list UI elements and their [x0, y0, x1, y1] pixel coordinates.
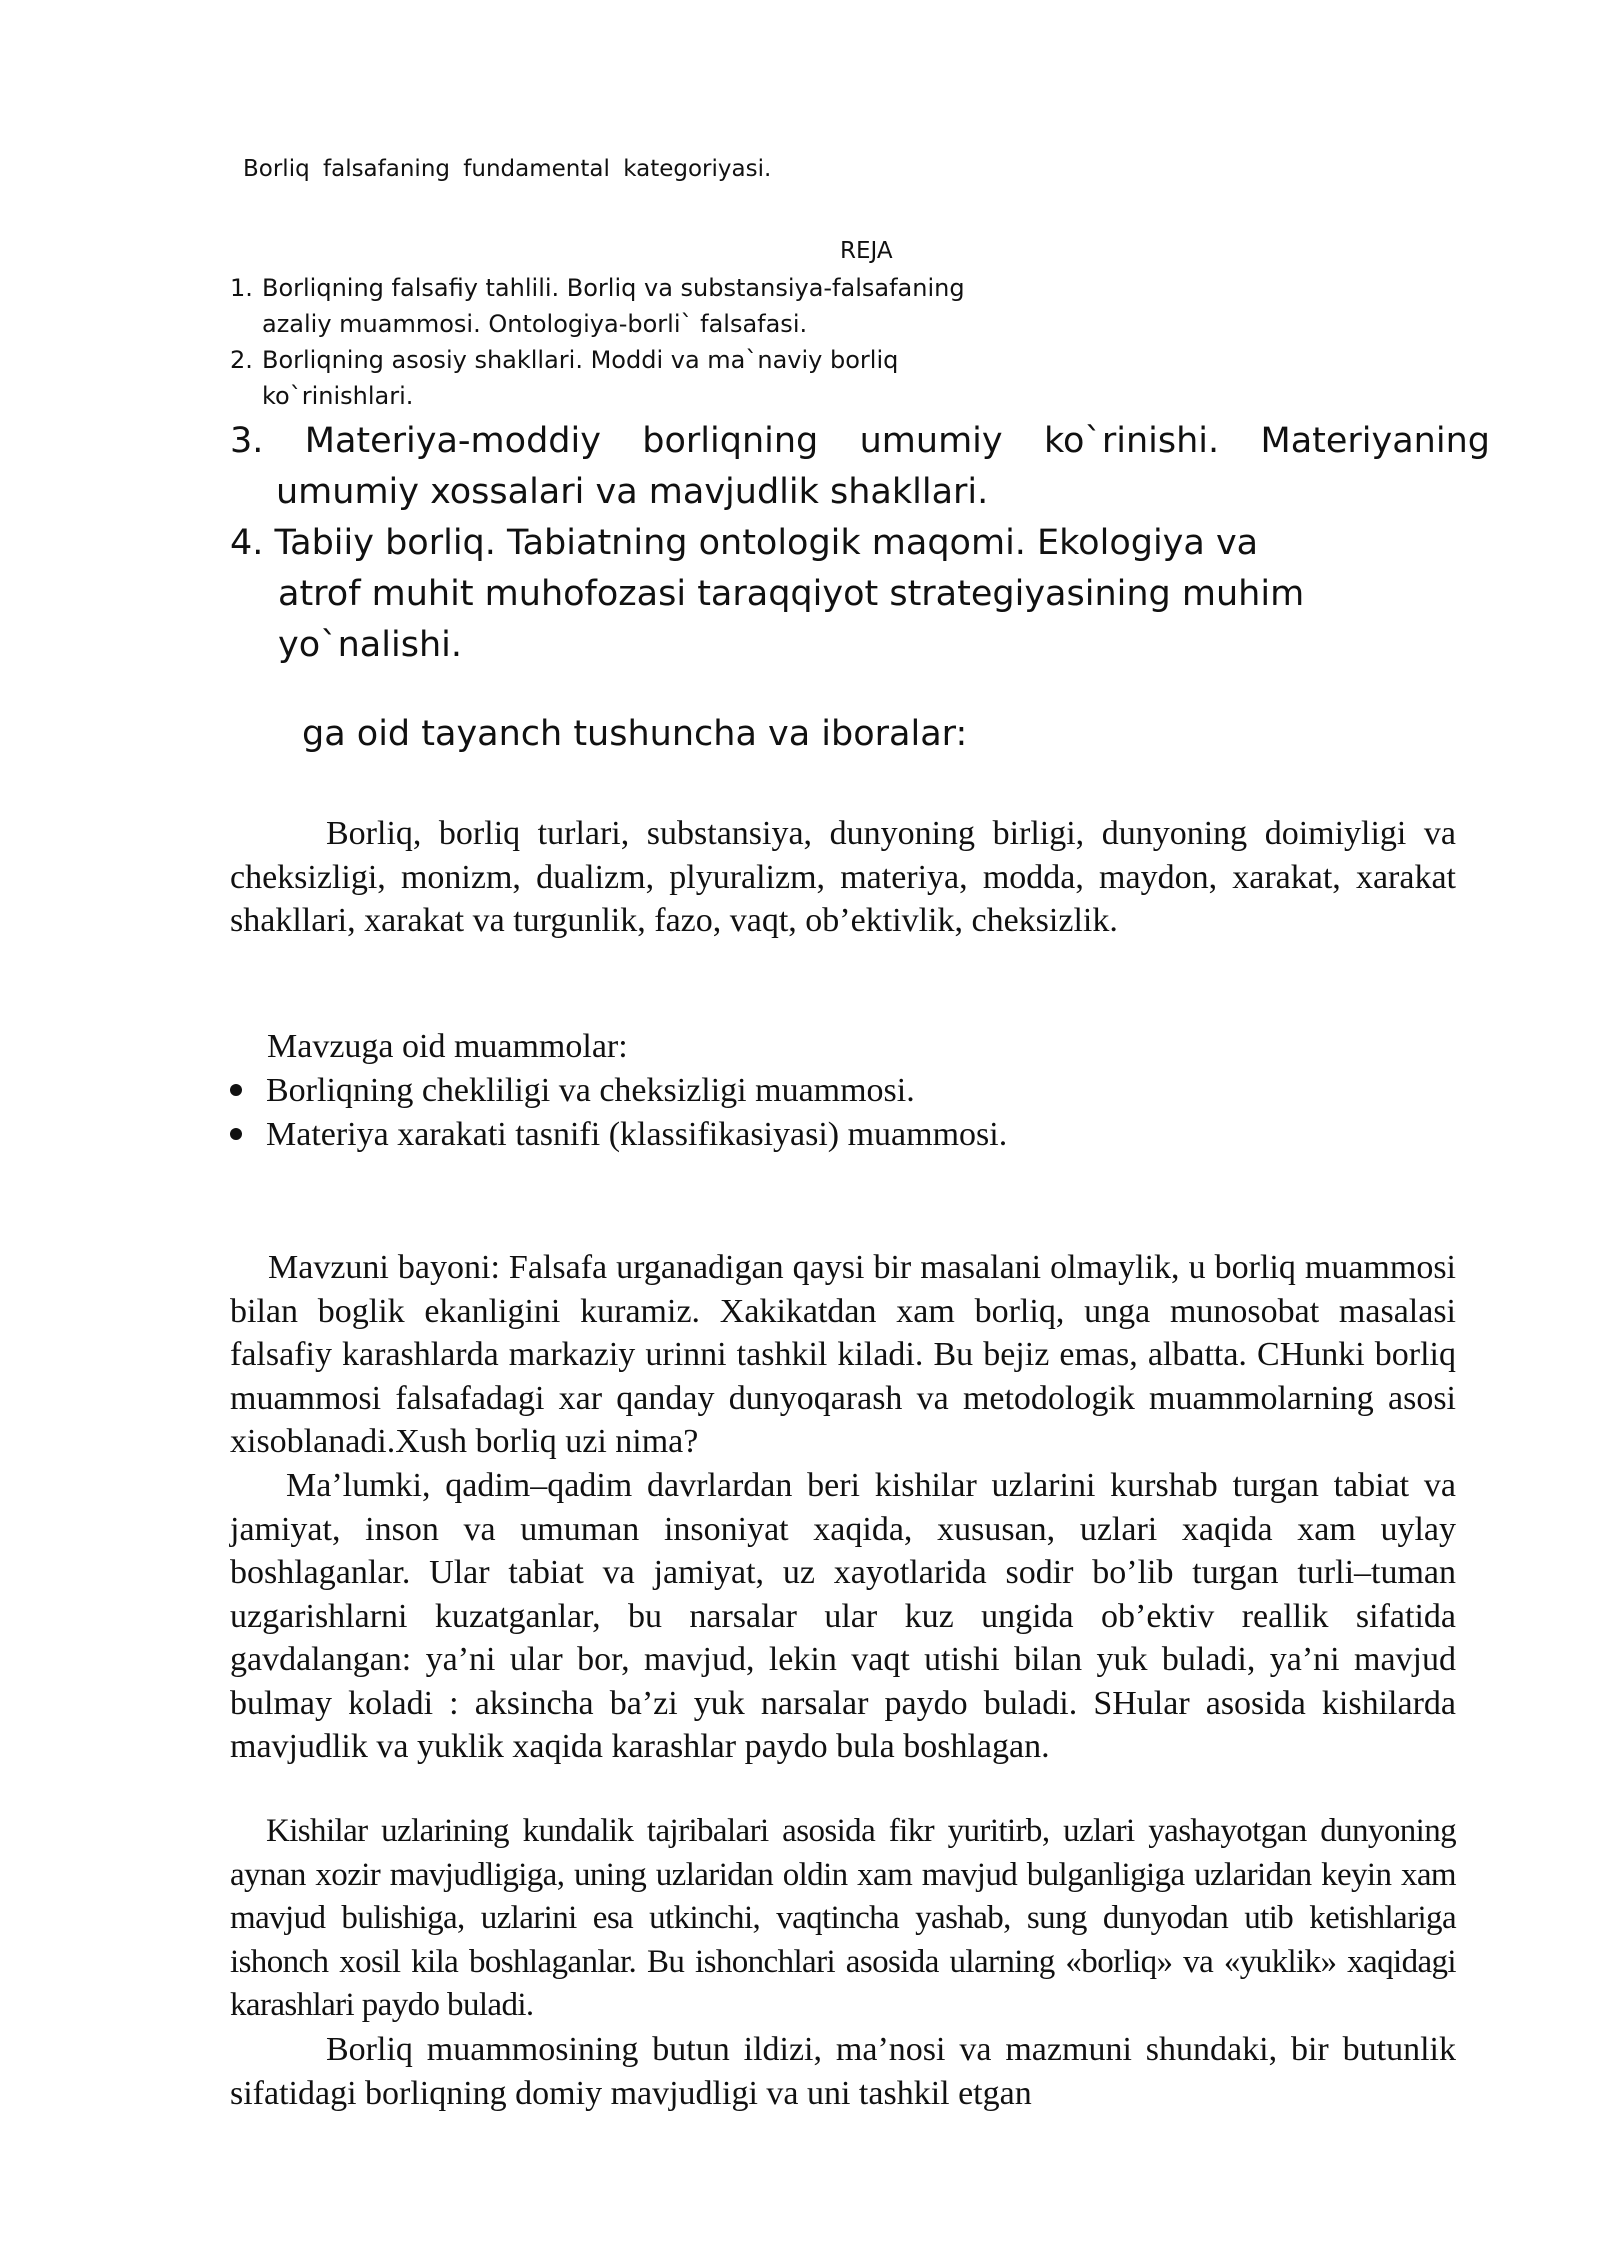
- plan-item-line: Borliqning falsafiy tahlili. Borliq va substansiya-falsafaning: [262, 274, 965, 302]
- body-text: Mavzuni bayoni: Falsafa urganadigan qaysi bir masalani olmaylik, u borliq muammosi bilan boglik ekanligini kuramiz. Xakikatdan xam borliq, unga munosobat masalasi falsafiy karashlarda markaziy urinni tashkil kiladi. Bu bejiz emas, albatta. CHunki borliq muammosi falsafadagi xar qanday dunyoqarash va metodologik muammolarning asosi xisoblanadi.Xush borliq uzi nima?: [230, 1249, 1456, 1460]
- problem-text: Borliqning chekliligi va cheksizligi muammosi.: [266, 1072, 915, 1109]
- body-text: Kishilar uzlarining kundalik tajribalari asosida fikr yuritirb, uzlari yashayotgan dunyoning aynan xozir mavjudligiga, uning uzlaridan oldin xam mavjud bulganligiga uzlaridan keyin xam mavjud bulishiga, uzlarini esa utkinchi, vaqtincha yashab, sung dunyodan utib ketishlariga ishonch xosil kila boshlaganlar. Bu ishonchlari asosida ularning «borliq» va «yuklik» xaqidagi karashlari paydo buladi.: [230, 1813, 1456, 2023]
- bullet-icon: [230, 1084, 242, 1096]
- body-paragraph-1: [230, 1246, 1456, 1464]
- plan-item-4: [230, 518, 1490, 671]
- plan-heading: REJA: [840, 238, 893, 264]
- body-text: Borliq muammosining butun ildizi, ma’nosi va mazmuni shundaki, bir butunlik sifatidagi borliqning domiy mavjudligi va uni tashkil etgan: [230, 2031, 1456, 2112]
- plan-item-line: ko`rinishlari.: [262, 382, 414, 410]
- problem-list-item: [230, 1072, 915, 1110]
- body-paragraph-3: [230, 1810, 1456, 2028]
- body-text: Ma’lumki, qadim–qadim davrlardan beri kishilar uzlarini kurshab turgan tabiat va jamiyat, inson va umuman insoniyat xaqida, xususan, uzlari xaqida xam uylay boshlaganlar. Ular tabiat va jamiyat, uz xayotlarida sodir bo’lib turgan turli–tuman uzgarishlarni kuzatganlar, bu narsalar ular kuz ungida ob’ektiv reallik sifatida gavdalangan: ya’ni ular bor, mavjud, lekin vaqt utishi bilan yuk buladi, ya’ni mavjud bulmay koladi : aksincha ba’zi yuk narsalar paydo buladi. SHular asosida kishilarda mavjudlik va yuklik xaqida karashlar paydo bula boshlagan.: [230, 1467, 1456, 1765]
- plan-item-line: atrof muhit muhofozasi taraqqiyot strategiyasining muhim: [278, 574, 1305, 614]
- body-paragraph-4: [230, 2028, 1456, 2115]
- plan-item-3: [230, 416, 1490, 518]
- plan-item-number: 1.: [230, 274, 253, 302]
- plan-item-line: Materiya-moddiy borliqning umumiy ko`rinishi. Materiyaning: [304, 421, 1490, 461]
- plan-item-number: 3.: [230, 421, 264, 461]
- problem-text: Materiya xarakati tasnifi (klassifikasiyasi) muammosi.: [266, 1116, 1008, 1153]
- problems-heading: Mavzuga oid muammolar:: [267, 1028, 628, 1065]
- keywords-text: Borliq, borliq turlari, substansiya, dunyoning birligi, dunyoning doimiyligi va cheksizligi, monizm, dualizm, plyuralizm, materiya, modda, maydon, xarakat, xarakat shakllari, xarakat va turgunlik, fazo, vaqt, ob’ektivlik, cheksizlik.: [230, 815, 1456, 939]
- plan-item-line: umumiy xossalari va mavjudlik shakllari.: [276, 472, 989, 512]
- problem-list-item: [230, 1116, 1007, 1154]
- keywords-paragraph: [230, 812, 1456, 943]
- plan-item-number: 4.: [230, 523, 264, 563]
- plan-item-line: Borliqning asosiy shakllari. Moddi va ma`naviy borliq: [262, 346, 899, 374]
- plan-item-2: [230, 342, 990, 414]
- document-title: Borliq falsafaning fundamental kategoriyasi.: [243, 156, 772, 182]
- plan-item-1: [230, 270, 990, 342]
- plan-item-line: Tabiiy borliq. Tabiatning ontologik maqomi. Ekologiya va: [274, 523, 1259, 563]
- bullet-icon: [230, 1128, 242, 1140]
- plan-item-number: 2.: [230, 346, 253, 374]
- plan-item-line: yo`nalishi.: [278, 625, 462, 665]
- plan-item-line: azaliy muammosi. Ontologiya-borli` falsafasi.: [262, 310, 808, 338]
- body-paragraph-2: [230, 1464, 1456, 1769]
- keywords-heading: ga oid tayanch tushuncha va iboralar:: [302, 714, 968, 754]
